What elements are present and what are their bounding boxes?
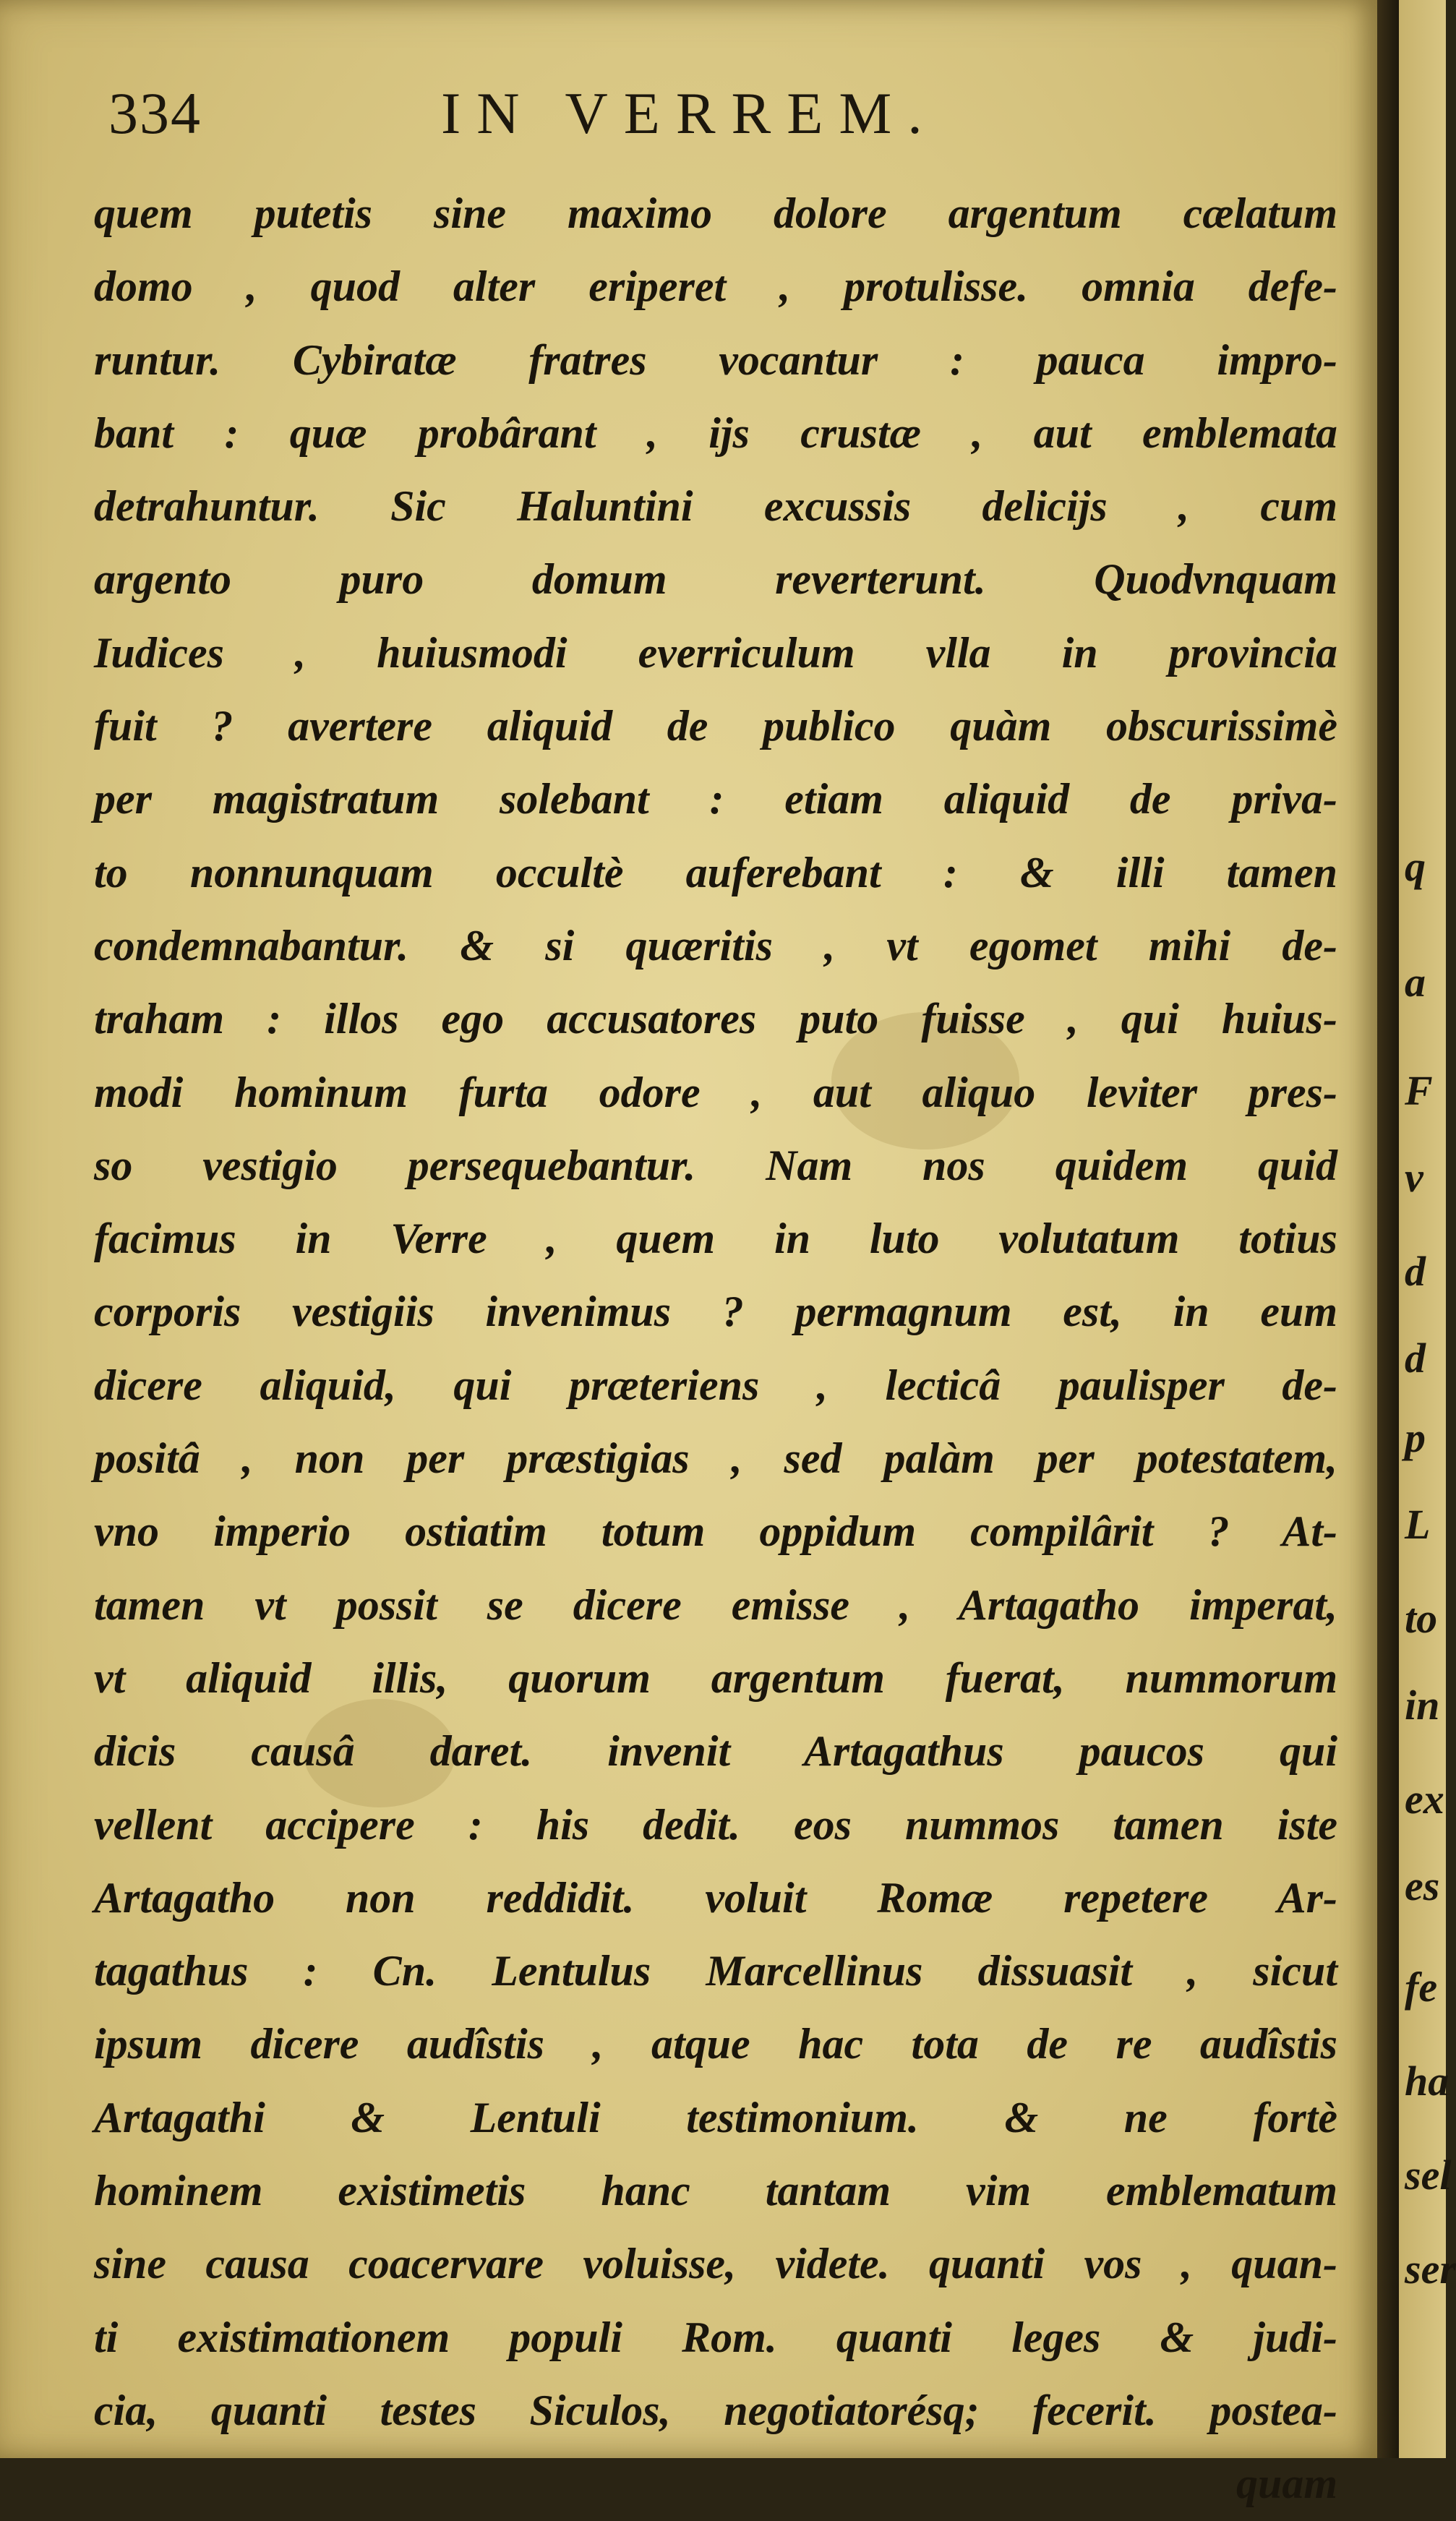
text-line: facimus in Verre , quem in luto volutatum totius [94, 1215, 1337, 1263]
facing-page-fragment: in [1405, 1682, 1440, 1729]
facing-page-fragment: q [1405, 843, 1426, 890]
text-line: argento puro domum reverterunt. Quodvnquam [94, 555, 1337, 604]
text-line: ipsum dicere audîstis , atque hac tota de re audîstis [94, 2020, 1337, 2068]
text-line: positâ , non per præstigias , sed palàm per potestatem, [94, 1434, 1337, 1483]
facing-page-fragment: p [1405, 1414, 1426, 1461]
text-line: traham : illos ego accusatores puto fuisse , qui huius- [94, 995, 1337, 1043]
text-line: Iudices , huiusmodi everriculum vlla in provincia [94, 628, 1337, 677]
text-line: per magistratum solebant : etiam aliquid de priva- [94, 775, 1337, 823]
facing-page-fragment: sel [1405, 2152, 1452, 2199]
text-line: hominem existimetis hanc tantam vim emblematum [94, 2167, 1337, 2215]
facing-page-fragment: fe [1405, 1964, 1438, 2011]
facing-page-fragment: ser [1405, 2246, 1456, 2293]
running-title: IN VERREM. [441, 80, 938, 146]
text-line: vellent accipere : his dedit. eos nummos tamen iste [94, 1800, 1337, 1849]
text-line: to nonnunquam occultè auferebant : & illi tamen [94, 848, 1337, 896]
text-line: tamen vt possit se dicere emisse , Artagatho imperat, [94, 1580, 1337, 1629]
facing-page-fragment: d [1405, 1335, 1426, 1382]
text-line: corporis vestigiis invenimus ? permagnum est, in eum [94, 1288, 1337, 1336]
text-line: Artagathi & Lentuli testimonium. & ne fortè [94, 2093, 1337, 2141]
text-line: dicis causâ daret. invenit Artagathus paucos qui [94, 1727, 1337, 1776]
text-line: ti existimationem populi Rom. quanti leges & judi- [94, 2313, 1337, 2361]
facing-page-fragment: L [1405, 1501, 1431, 1548]
text-line: dicere aliquid, qui præteriens , lecticâ paulisper de- [94, 1361, 1337, 1409]
text-line: tagathus : Cn. Lentulus Marcellinus dissuasit , sicut [94, 1947, 1337, 1995]
text-line: vt aliquid illis, quorum argentum fuerat, nummorum [94, 1653, 1337, 1702]
facing-page-fragment: v [1405, 1154, 1423, 1201]
text-line: quem putetis sine maximo dolore argentum cælatum [94, 189, 1337, 237]
facing-page-fragment: ex [1405, 1776, 1444, 1823]
facing-page-fragment: ha [1405, 2058, 1449, 2105]
text-line: sine causa coacervare voluisse, videte. quanti vos , quan- [94, 2240, 1337, 2288]
text-line: domo , quod alter eriperet , protulisse. omnia defe- [94, 262, 1337, 311]
page-number: 334 [108, 80, 202, 146]
text-line: cia, quanti testes Siculos, negotiatorésq; fecerit. postea- [94, 2386, 1337, 2434]
facing-page-fragment: d [1405, 1248, 1426, 1295]
text-line: fuit ? avertere aliquid de publico quàm obscurissimè [94, 702, 1337, 750]
text-line: quam [1236, 2460, 1337, 2508]
text-line: condemnabantur. & si quæritis , vt egomet mihi de- [94, 921, 1337, 970]
facing-page-fragment: a [1405, 959, 1426, 1006]
text-line: modi hominum furta odore , aut aliquo leviter pres- [94, 1068, 1337, 1116]
text-line: runtur. Cybiratæ fratres vocantur : pauca impro- [94, 335, 1337, 384]
text-line: Artagatho non reddidit. voluit Romæ repetere Ar- [94, 1873, 1337, 1922]
text-line: bant : quæ probârant , ijs crustæ , aut emblemata [94, 408, 1337, 457]
text-line: detrahuntur. Sic Haluntini excussis delicijs , cum [94, 482, 1337, 531]
text-line: vno imperio ostiatim totum oppidum compilârit ? At- [94, 1507, 1337, 1556]
book-gutter [1377, 0, 1399, 2458]
facing-page-fragment: es [1405, 1862, 1440, 1909]
facing-page-edge [1399, 0, 1456, 2458]
body-text [94, 177, 1337, 2521]
page-header [108, 80, 1352, 159]
facing-page-fragment: F [1405, 1067, 1433, 1114]
text-line: so vestigio persequebantur. Nam nos quidem quid [94, 1141, 1337, 1189]
facing-page-fragment: to [1405, 1595, 1438, 1642]
